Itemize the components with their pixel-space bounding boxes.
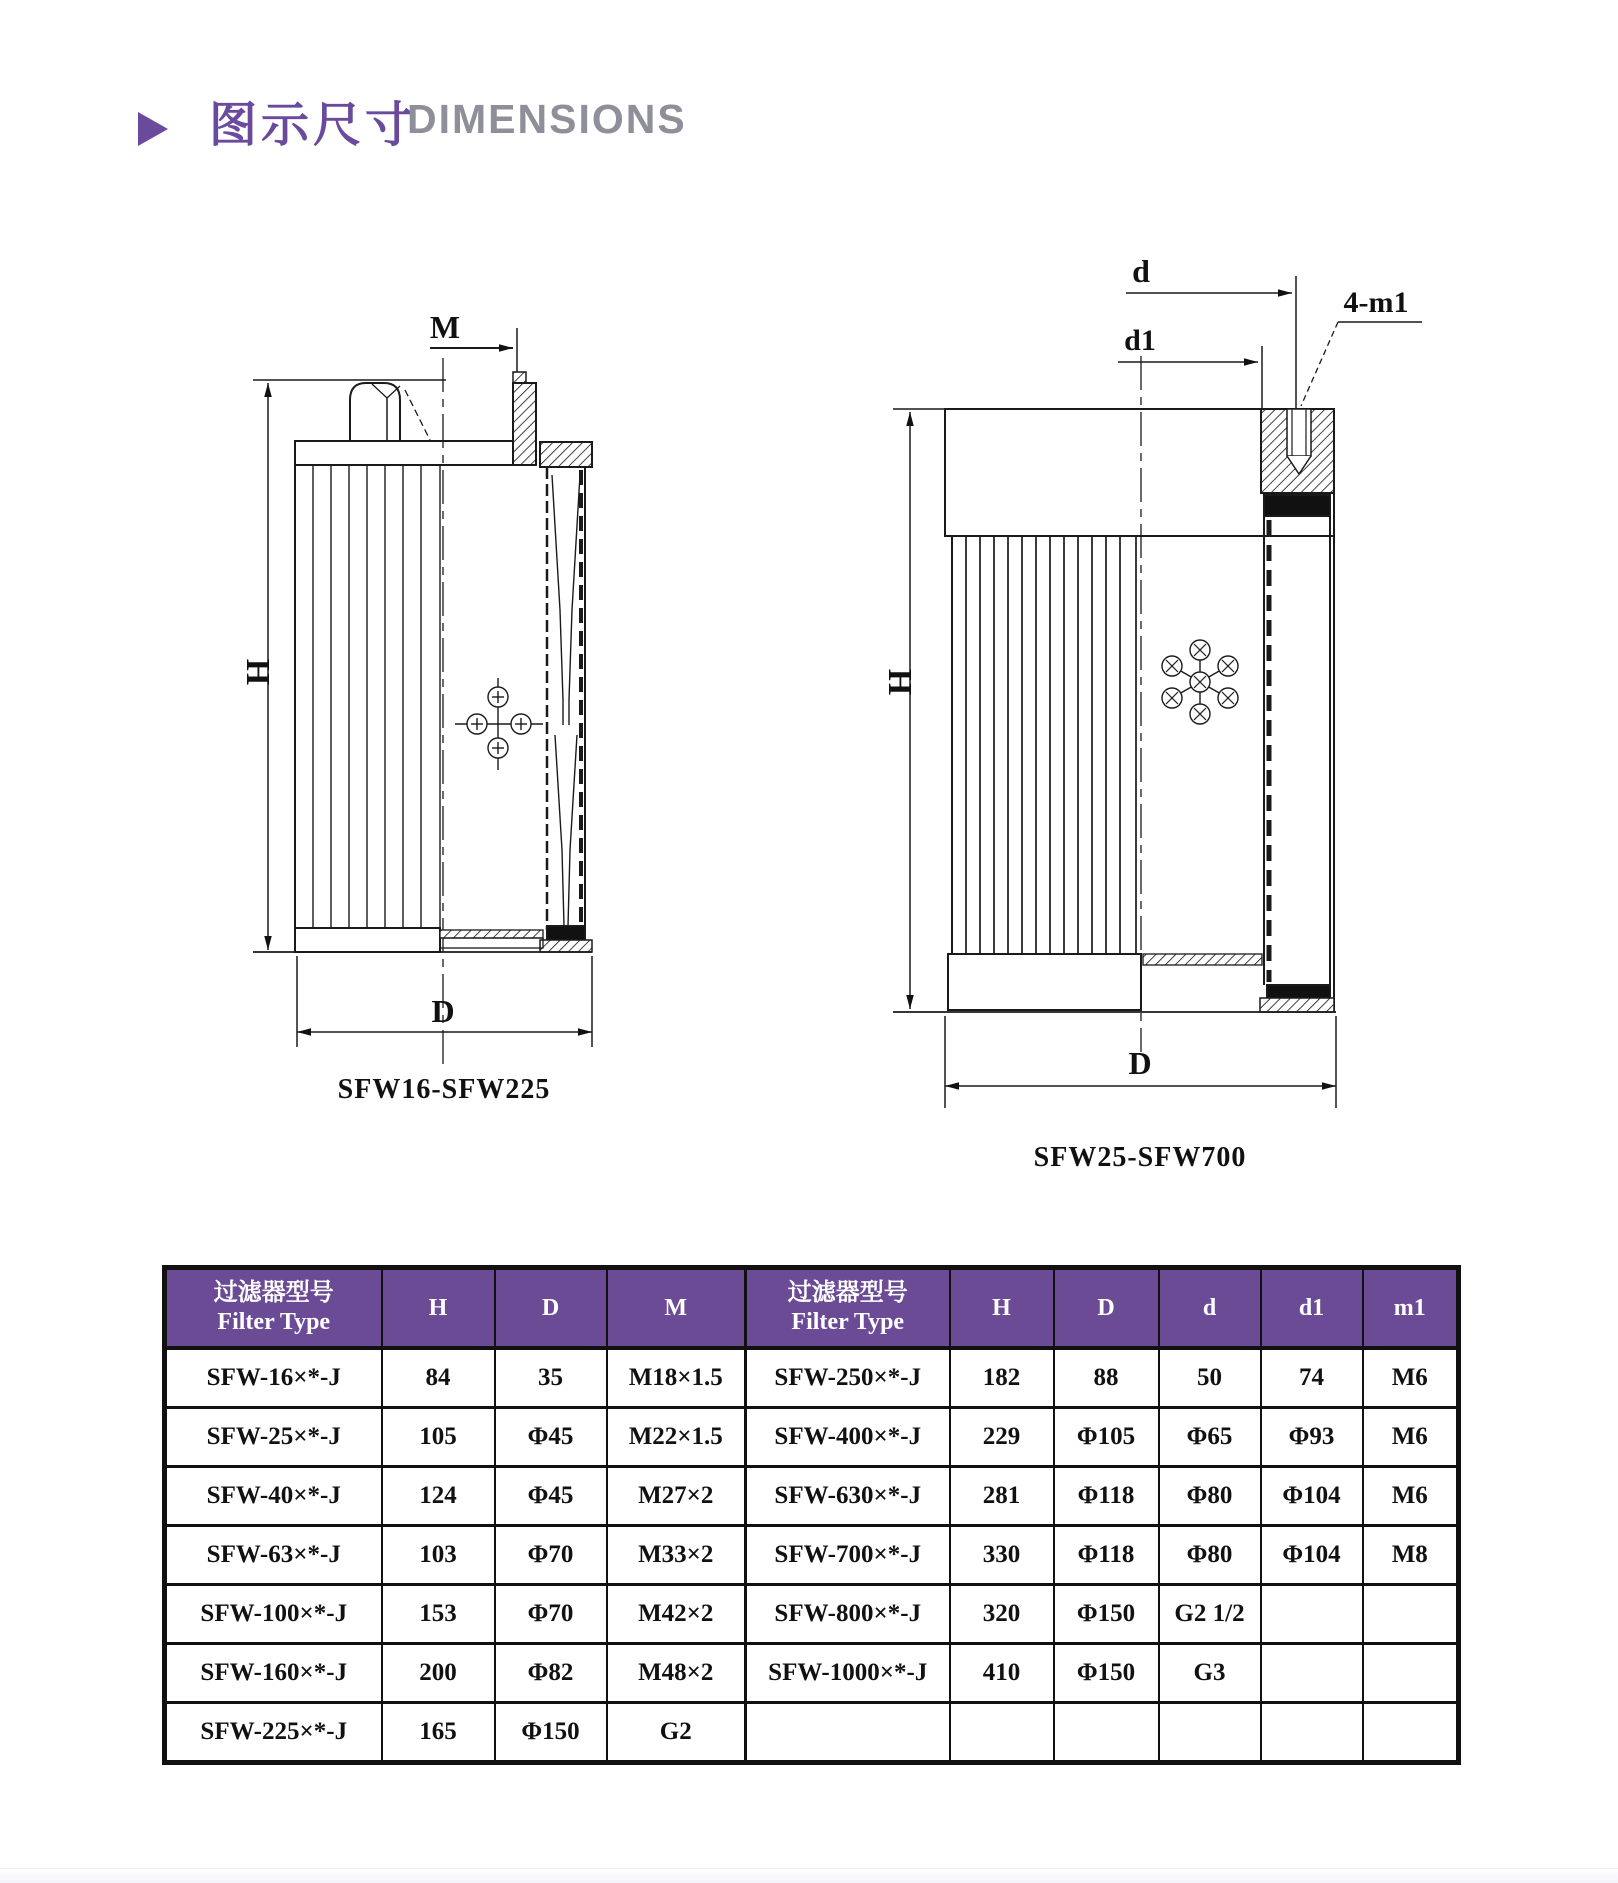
value-cell: 84 [382, 1348, 495, 1408]
value-cell: M6 [1363, 1408, 1459, 1467]
value-cell: 229 [950, 1408, 1054, 1467]
value-cell: 320 [950, 1585, 1054, 1644]
column-header-filter-type: 过滤器型号 Filter Type [746, 1268, 950, 1349]
value-cell: Φ150 [495, 1703, 607, 1763]
value-cell: Φ150 [1054, 1644, 1159, 1703]
value-cell: Φ105 [1054, 1408, 1159, 1467]
table-row [165, 1408, 1459, 1467]
value-cell [1363, 1644, 1459, 1703]
column-header-d1: d1 [1261, 1268, 1363, 1349]
dim-label-bolt: 4-m1 [1343, 286, 1409, 319]
value-cell: 103 [382, 1526, 495, 1585]
table-row [165, 1703, 1459, 1763]
value-cell: 410 [950, 1644, 1054, 1703]
filter-type-cell: SFW-25×*-J [165, 1408, 382, 1467]
value-cell: M33×2 [607, 1526, 746, 1585]
column-header-D: D [495, 1268, 607, 1349]
section-title-zh: 图示尺寸 [209, 99, 418, 152]
value-cell: Φ150 [1054, 1585, 1159, 1644]
value-cell: M6 [1363, 1348, 1459, 1408]
value-cell: 153 [382, 1585, 495, 1644]
page-bottom-edge [0, 1868, 1618, 1883]
dim-label-d1: d1 [1124, 324, 1156, 357]
column-header-D: D [1054, 1268, 1159, 1349]
value-cell: G2 [607, 1703, 746, 1763]
value-cell: Φ104 [1261, 1526, 1363, 1585]
value-cell: 105 [382, 1408, 495, 1467]
filter-type-cell: SFW-160×*-J [165, 1644, 382, 1703]
table-row [165, 1467, 1459, 1526]
drawing-caption: SFW16-SFW225 [337, 1074, 551, 1105]
value-cell: 74 [1261, 1348, 1363, 1408]
value-cell: M42×2 [607, 1585, 746, 1644]
bolt-circle-symbol [1162, 640, 1238, 724]
inlet-ports-symbol [455, 678, 543, 770]
value-cell: Φ118 [1054, 1467, 1159, 1526]
value-cell: Φ45 [495, 1467, 607, 1526]
filter-type-cell: SFW-100×*-J [165, 1585, 382, 1644]
value-cell: Φ80 [1159, 1467, 1261, 1526]
value-cell: Φ65 [1159, 1408, 1261, 1467]
value-cell: M27×2 [607, 1467, 746, 1526]
dim-label-m: M [429, 309, 461, 345]
drawing-sfw25-sfw700 [860, 240, 1425, 1185]
filter-type-cell: SFW-40×*-J [165, 1467, 382, 1526]
dim-label-dia: D [1128, 1045, 1152, 1081]
drawing-caption: SFW25-SFW700 [1033, 1142, 1247, 1173]
filter-type-cell: SFW-700×*-J [746, 1526, 950, 1585]
value-cell: M22×1.5 [607, 1408, 746, 1467]
dimensions-table [162, 1265, 1461, 1765]
filter-type-cell: SFW-1000×*-J [746, 1644, 950, 1703]
filter-type-cell: SFW-63×*-J [165, 1526, 382, 1585]
table-row [165, 1644, 1459, 1703]
value-cell: Φ82 [495, 1644, 607, 1703]
dim-label-d: d [1132, 253, 1150, 289]
value-cell: Φ118 [1054, 1526, 1159, 1585]
value-cell: Φ104 [1261, 1467, 1363, 1526]
value-cell [1261, 1703, 1363, 1763]
value-cell: 200 [382, 1644, 495, 1703]
value-cell [1159, 1703, 1261, 1763]
filter-drawing-large [860, 240, 1425, 1185]
dim-label-d: D [431, 993, 455, 1029]
value-cell: 182 [950, 1348, 1054, 1408]
value-cell: 281 [950, 1467, 1054, 1526]
filter-type-cell: SFW-250×*-J [746, 1348, 950, 1408]
filter-type-cell: SFW-225×*-J [165, 1703, 382, 1763]
value-cell [950, 1703, 1054, 1763]
value-cell: 35 [495, 1348, 607, 1408]
column-header-H: H [382, 1268, 495, 1349]
table-row [165, 1585, 1459, 1644]
value-cell: M48×2 [607, 1644, 746, 1703]
value-cell: 165 [382, 1703, 495, 1763]
table-row [165, 1348, 1459, 1408]
filter-type-cell [746, 1703, 950, 1763]
filter-drawing-small [200, 280, 620, 1120]
column-header-H: H [950, 1268, 1054, 1349]
table-row [165, 1526, 1459, 1585]
dim-label-h: H [239, 658, 276, 686]
column-header-d: d [1159, 1268, 1261, 1349]
value-cell: Φ45 [495, 1408, 607, 1467]
value-cell [1363, 1585, 1459, 1644]
table-header-row [165, 1268, 1459, 1349]
column-header-M: M [607, 1268, 746, 1349]
value-cell: Φ70 [495, 1585, 607, 1644]
value-cell: 330 [950, 1526, 1054, 1585]
value-cell: 88 [1054, 1348, 1159, 1408]
value-cell: Φ93 [1261, 1408, 1363, 1467]
value-cell: Φ70 [495, 1526, 607, 1585]
value-cell [1363, 1703, 1459, 1763]
value-cell: M6 [1363, 1467, 1459, 1526]
value-cell: M8 [1363, 1526, 1459, 1585]
filter-type-cell: SFW-630×*-J [746, 1467, 950, 1526]
filter-type-cell: SFW-400×*-J [746, 1408, 950, 1467]
value-cell [1261, 1585, 1363, 1644]
value-cell: G3 [1159, 1644, 1261, 1703]
value-cell: Φ80 [1159, 1526, 1261, 1585]
section-marker-triangle-icon [138, 112, 168, 146]
value-cell [1054, 1703, 1159, 1763]
column-header-m1: m1 [1363, 1268, 1459, 1349]
column-header-filter-type: 过滤器型号 Filter Type [165, 1268, 382, 1349]
value-cell: 124 [382, 1467, 495, 1526]
section-title-en: DIMENSIONS [407, 96, 687, 142]
dim-label-h: H [881, 668, 918, 696]
value-cell [1261, 1644, 1363, 1703]
value-cell: G2 1/2 [1159, 1585, 1261, 1644]
filter-type-cell: SFW-16×*-J [165, 1348, 382, 1408]
drawing-sfw16-sfw225 [200, 280, 620, 1120]
filter-type-cell: SFW-800×*-J [746, 1585, 950, 1644]
value-cell: M18×1.5 [607, 1348, 746, 1408]
value-cell: 50 [1159, 1348, 1261, 1408]
